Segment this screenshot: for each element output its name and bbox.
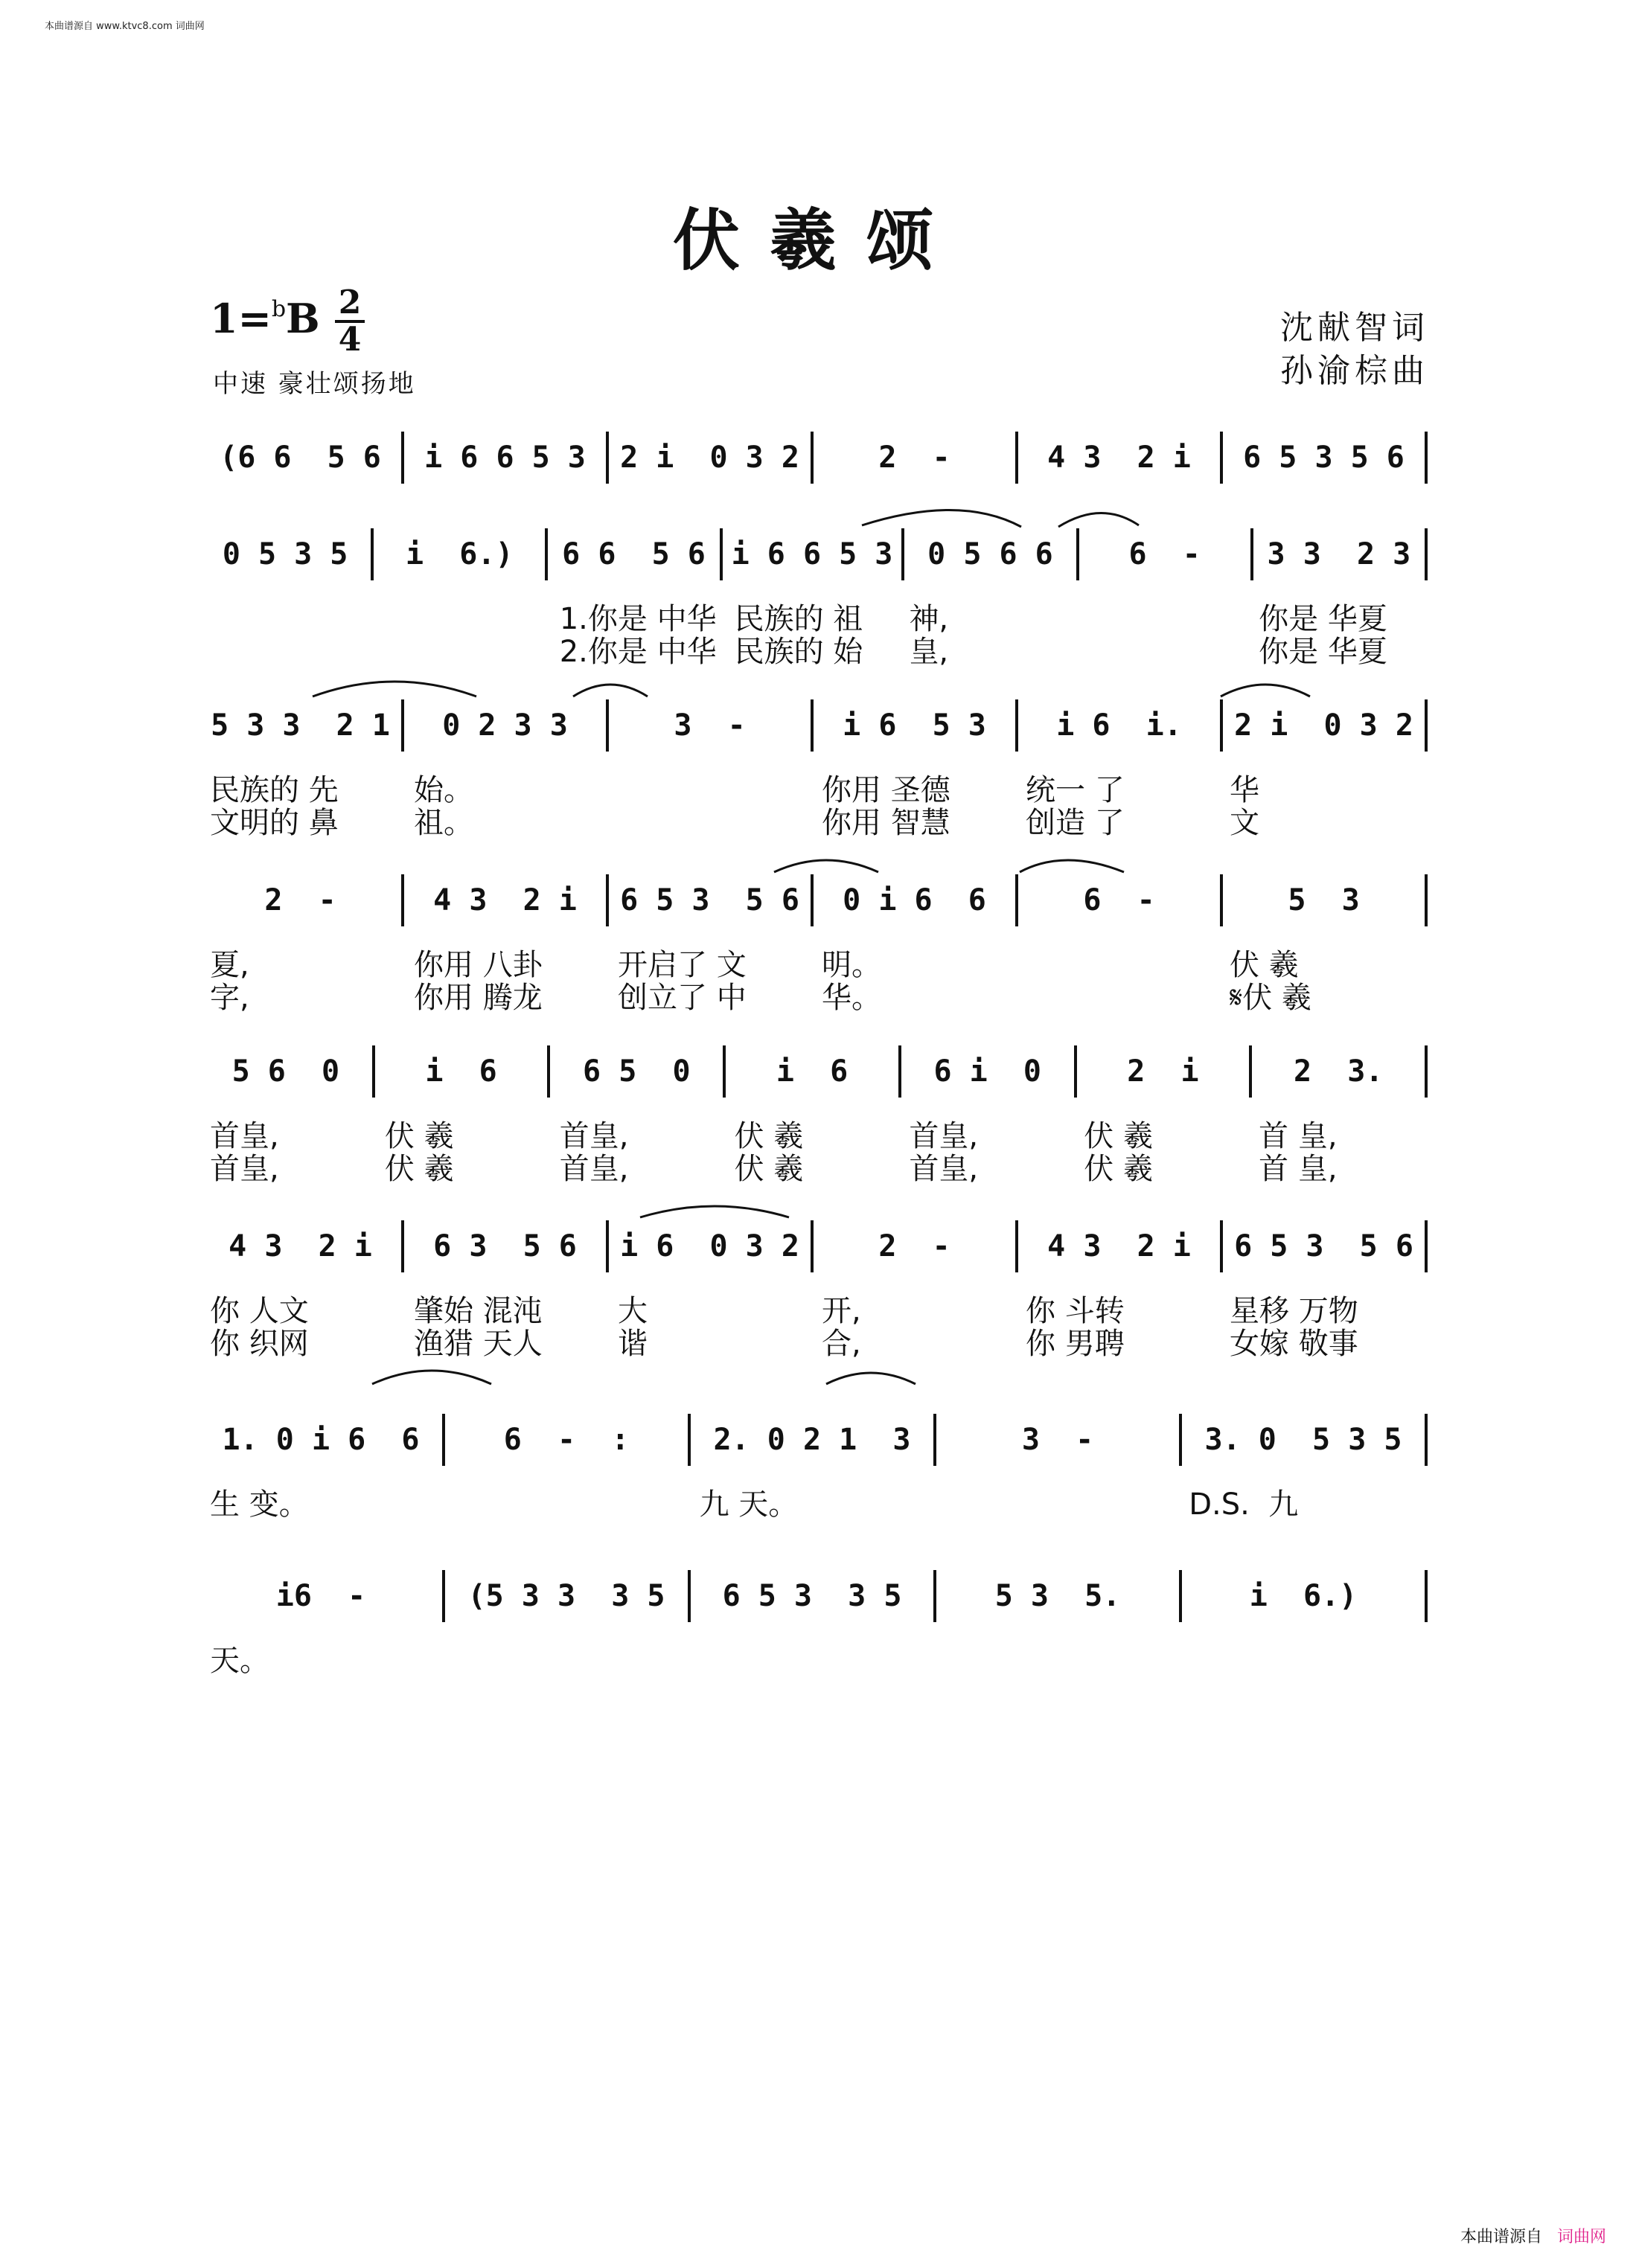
lyric-text: 华 xyxy=(1230,773,1259,807)
barline xyxy=(1220,699,1223,752)
lyric-row-verse-1 xyxy=(210,1637,1434,1678)
lyric-text xyxy=(455,1481,700,1513)
measure: 2. 0 2 1 3 xyxy=(713,1423,911,1457)
lyric-text: 夏, xyxy=(210,948,249,982)
footer-brand: 词曲网 xyxy=(1556,2228,1606,2246)
score-line xyxy=(0,874,1636,1068)
lyric-text: 祖。 xyxy=(414,806,473,840)
barline xyxy=(1425,432,1428,484)
measure: i6 - xyxy=(275,1579,366,1613)
measure: 5 3 5. xyxy=(994,1579,1121,1613)
barline xyxy=(1015,874,1018,926)
lyric-text: 文明的 鼻 xyxy=(210,806,339,840)
barline xyxy=(1220,1220,1223,1272)
barline xyxy=(1425,1414,1428,1466)
barline xyxy=(688,1414,691,1466)
lyric-text xyxy=(1084,595,1259,628)
lyric-text: 首皇, xyxy=(909,1119,979,1153)
measure: 2 i xyxy=(1127,1054,1199,1089)
score-line xyxy=(0,1570,1636,1764)
lyric-text xyxy=(385,595,560,628)
measure: i 6 6 5 3 xyxy=(731,537,893,571)
lyric-text xyxy=(618,799,822,832)
measure: 4 3 2 i xyxy=(433,883,577,917)
lyric-text: 首皇, xyxy=(909,1152,979,1186)
barline xyxy=(606,874,609,926)
barline xyxy=(401,699,404,752)
flat-sign: b xyxy=(271,296,287,322)
measure: 2 - xyxy=(878,441,950,475)
score-line xyxy=(0,699,1636,893)
lyric-text xyxy=(385,628,560,661)
lyric-text: 你 织网 xyxy=(210,1327,309,1361)
measure: 5 3 xyxy=(1288,883,1360,917)
tempo-marking: 中速 豪壮颂扬地 xyxy=(213,369,416,399)
lyric-text: 民族的 始 xyxy=(734,635,863,669)
lyric-text: 首皇, xyxy=(210,1152,279,1186)
lyric-text: 伏 羲 xyxy=(734,1119,804,1153)
lyric-text: 首 皇, xyxy=(1259,1152,1338,1186)
barline xyxy=(1015,432,1018,484)
barline xyxy=(723,1045,726,1098)
measure: 0 2 3 3 xyxy=(442,708,568,743)
lyric-text: 你 男聘 xyxy=(1026,1327,1125,1361)
score-line xyxy=(0,528,1636,722)
lyric-text: 民族的 祖 xyxy=(734,602,863,636)
barline xyxy=(811,1220,814,1272)
lyric-row-verse-1 xyxy=(210,1481,1434,1522)
notation-row xyxy=(208,699,1437,752)
barline xyxy=(811,874,814,926)
measure: 6 5 3 5 6 xyxy=(1243,441,1405,475)
lyric-row-verse-1 xyxy=(210,1287,1434,1328)
barline xyxy=(901,528,904,580)
lyric-text: 合, xyxy=(822,1327,861,1361)
lyric-row-verse-1 xyxy=(210,595,1434,636)
measure: i 6 0 3 2 xyxy=(620,1229,799,1263)
barline xyxy=(1249,1045,1252,1098)
barline xyxy=(898,1045,901,1098)
measure: 2 i 0 3 2 xyxy=(620,441,799,475)
measure: 1. 0 i 6 6 xyxy=(222,1423,420,1457)
measure: i 6 5 3 xyxy=(843,708,986,743)
lyric-text: 你是 华夏 xyxy=(1259,635,1387,669)
barline xyxy=(606,1220,609,1272)
key-note: B xyxy=(286,295,320,342)
lyric-text xyxy=(455,1637,700,1670)
barline xyxy=(1179,1414,1182,1466)
barline xyxy=(811,699,814,752)
measure: 2 i 0 3 2 xyxy=(1234,708,1413,743)
key-signature xyxy=(210,295,320,342)
lyric-text: 渔猎 天人 xyxy=(414,1327,543,1361)
measure: i 6 xyxy=(776,1054,849,1089)
measure: 6 5 0 xyxy=(583,1054,691,1089)
barline xyxy=(1250,528,1253,580)
barline xyxy=(1076,528,1079,580)
barline xyxy=(1074,1045,1077,1098)
lyric-text: 2.你是 中华 xyxy=(559,635,717,669)
notation-row xyxy=(208,432,1437,484)
lyric-text: 首皇, xyxy=(210,1119,279,1153)
barline xyxy=(1425,699,1428,752)
lyric-row-verse-1 xyxy=(210,941,1434,982)
barline xyxy=(442,1570,445,1622)
measure: 6 - xyxy=(1083,883,1155,917)
time-signature-bottom: 4 xyxy=(338,321,362,359)
lyric-text: 明。 xyxy=(822,948,881,982)
lyric-text: 你 人文 xyxy=(210,1294,309,1328)
barline xyxy=(1425,874,1428,926)
lyric-text: 伏 羲 xyxy=(1084,1152,1154,1186)
measure: 6 5 3 5 6 xyxy=(1234,1229,1413,1263)
lyric-text: 你用 圣德 xyxy=(822,773,950,807)
notation-row xyxy=(208,1220,1437,1272)
barline xyxy=(1425,1570,1428,1622)
composer-credit: 孙渝棕曲 xyxy=(1280,352,1429,390)
lyric-text xyxy=(700,1637,945,1670)
lyric-row-verse-2 xyxy=(210,628,1434,669)
measure: 6 - : xyxy=(503,1423,630,1457)
barline xyxy=(1425,1220,1428,1272)
barline xyxy=(1220,874,1223,926)
measure: 2 3. xyxy=(1293,1054,1384,1089)
lyric-text: 肇始 混沌 xyxy=(414,1294,543,1328)
barline xyxy=(933,1570,936,1622)
measure: 6 5 3 3 5 xyxy=(722,1579,902,1613)
lyric-text: 伏 羲 xyxy=(1230,948,1299,982)
measure: 6 i 0 xyxy=(933,1054,1041,1089)
notation-row xyxy=(208,528,1437,580)
lyric-text: 伏 羲 xyxy=(734,1152,804,1186)
measure: i 6.) xyxy=(406,537,514,571)
notation-row xyxy=(208,1414,1437,1466)
measure: 4 3 2 i xyxy=(229,1229,372,1263)
lyric-text: 文 xyxy=(1230,806,1259,840)
lyric-text: 你是 华夏 xyxy=(1259,602,1387,636)
lyric-row-verse-2 xyxy=(210,1320,1434,1361)
lyric-text: 首 皇, xyxy=(1259,1119,1338,1153)
lyric-row-verse-2 xyxy=(210,1145,1434,1186)
lyric-text: 大 xyxy=(618,1294,648,1328)
barline xyxy=(442,1414,445,1466)
barline xyxy=(606,699,609,752)
lyric-text: 统一 了 xyxy=(1026,773,1125,807)
barline xyxy=(1015,699,1018,752)
key-prefix: 1= xyxy=(210,295,272,342)
measure: 0 5 3 5 xyxy=(222,537,348,571)
barline xyxy=(933,1414,936,1466)
measure: 6 5 3 5 6 xyxy=(620,883,799,917)
lyric-text: 你 斗转 xyxy=(1026,1294,1125,1328)
song-title: 伏羲颂 xyxy=(673,201,963,280)
lyric-text: 星移 万物 xyxy=(1230,1294,1358,1328)
lyric-text xyxy=(210,628,385,661)
lyric-text xyxy=(944,1481,1189,1513)
lyric-text: 𝄋伏 羲 xyxy=(1230,981,1311,1015)
header-source-note: 本曲谱源自 www.ktvc8.com 词曲网 xyxy=(45,21,205,32)
measure: 3 3 2 3 xyxy=(1267,537,1411,571)
lyric-text: 1.你是 中华 xyxy=(559,602,717,636)
measure: 5 6 0 xyxy=(231,1054,340,1089)
lyric-text xyxy=(1026,974,1230,1007)
lyric-text: 天。 xyxy=(210,1644,269,1678)
barline xyxy=(720,528,723,580)
footer xyxy=(1460,2224,1606,2247)
lyric-text: 伏 羲 xyxy=(1084,1119,1154,1153)
lyric-text: D.S. 九 xyxy=(1189,1487,1299,1522)
lyric-text: 皇, xyxy=(909,635,949,669)
measure: 3 - xyxy=(674,708,746,743)
lyric-text xyxy=(1026,941,1230,974)
measure: (5 3 3 3 5 xyxy=(467,1579,665,1613)
time-signature-top: 2 xyxy=(338,284,362,321)
lyric-text: 华。 xyxy=(822,981,881,1015)
barline xyxy=(606,432,609,484)
lyric-text: 伏 羲 xyxy=(384,1152,454,1186)
barline xyxy=(1425,1045,1428,1098)
time-signature xyxy=(333,286,366,357)
measure: 6 6 5 6 xyxy=(562,537,706,571)
measure: i 6 6 5 3 xyxy=(424,441,586,475)
lyric-text: 你用 智慧 xyxy=(822,806,950,840)
lyric-text: 伏 羲 xyxy=(384,1119,454,1153)
barline xyxy=(401,874,404,926)
lyric-text: 生 变。 xyxy=(210,1487,309,1522)
barline xyxy=(688,1570,691,1622)
lyric-text: 神, xyxy=(909,602,949,636)
lyric-text: 字, xyxy=(210,981,249,1015)
score-line xyxy=(0,1220,1636,1414)
footer-source: 本曲谱源自 xyxy=(1460,2228,1542,2246)
lyric-text: 开启了 文 xyxy=(618,948,747,982)
barline xyxy=(372,1045,375,1098)
measure: 3. 0 5 3 5 xyxy=(1204,1423,1402,1457)
measure: 2 - xyxy=(264,883,336,917)
notation-row xyxy=(208,1045,1437,1098)
barline xyxy=(1015,1220,1018,1272)
measure: 4 3 2 i xyxy=(1047,1229,1191,1263)
lyric-row-verse-2 xyxy=(210,799,1434,840)
measure: 6 - xyxy=(1128,537,1201,571)
notation-row xyxy=(208,874,1437,926)
lyric-text: 九 天。 xyxy=(699,1487,799,1522)
barline xyxy=(1179,1570,1182,1622)
lyricist-credit: 沈献智词 xyxy=(1280,309,1429,347)
measure: 4 3 2 i xyxy=(1047,441,1191,475)
measure: 5 3 3 2 1 xyxy=(211,708,390,743)
lyric-text: 女嫁 敬事 xyxy=(1230,1327,1358,1361)
measure: i 6.) xyxy=(1249,1579,1358,1613)
measure: 0 i 6 6 xyxy=(843,883,986,917)
lyric-text xyxy=(1084,628,1259,661)
barline xyxy=(371,528,374,580)
lyric-text: 首皇, xyxy=(559,1119,629,1153)
measure: i 6 xyxy=(425,1054,497,1089)
measure: 3 - xyxy=(1021,1423,1094,1457)
lyric-text: 民族的 先 xyxy=(210,773,339,807)
score-line xyxy=(0,1045,1636,1239)
lyric-text: 开, xyxy=(822,1294,861,1328)
lyric-text: 谐 xyxy=(618,1327,648,1361)
lyric-row-verse-1 xyxy=(210,1112,1434,1153)
lyric-text xyxy=(210,595,385,628)
lyric-text: 创立了 中 xyxy=(618,981,747,1015)
barline xyxy=(547,1045,550,1098)
barline xyxy=(811,432,814,484)
barline xyxy=(1425,528,1428,580)
measure: 0 5 6 6 xyxy=(927,537,1053,571)
barline xyxy=(545,528,548,580)
lyric-text: 首皇, xyxy=(559,1152,629,1186)
barline xyxy=(401,1220,404,1272)
measure: (6 6 5 6 xyxy=(220,441,381,475)
measure: i 6 i. xyxy=(1056,708,1182,743)
lyric-text xyxy=(618,766,822,799)
barline xyxy=(401,432,404,484)
lyric-text: 你用 腾龙 xyxy=(414,981,543,1015)
lyric-row-verse-1 xyxy=(210,766,1434,807)
notation-row xyxy=(208,1570,1437,1622)
lyric-text: 始。 xyxy=(414,773,473,807)
measure: 6 3 5 6 xyxy=(433,1229,577,1263)
lyric-text: 创造 了 xyxy=(1026,806,1125,840)
lyric-text: 你用 八卦 xyxy=(414,948,543,982)
lyric-text xyxy=(1189,1637,1434,1670)
measure: 2 - xyxy=(878,1229,950,1263)
lyric-row-verse-2 xyxy=(210,974,1434,1015)
barline xyxy=(1220,432,1223,484)
lyric-text xyxy=(944,1637,1189,1670)
